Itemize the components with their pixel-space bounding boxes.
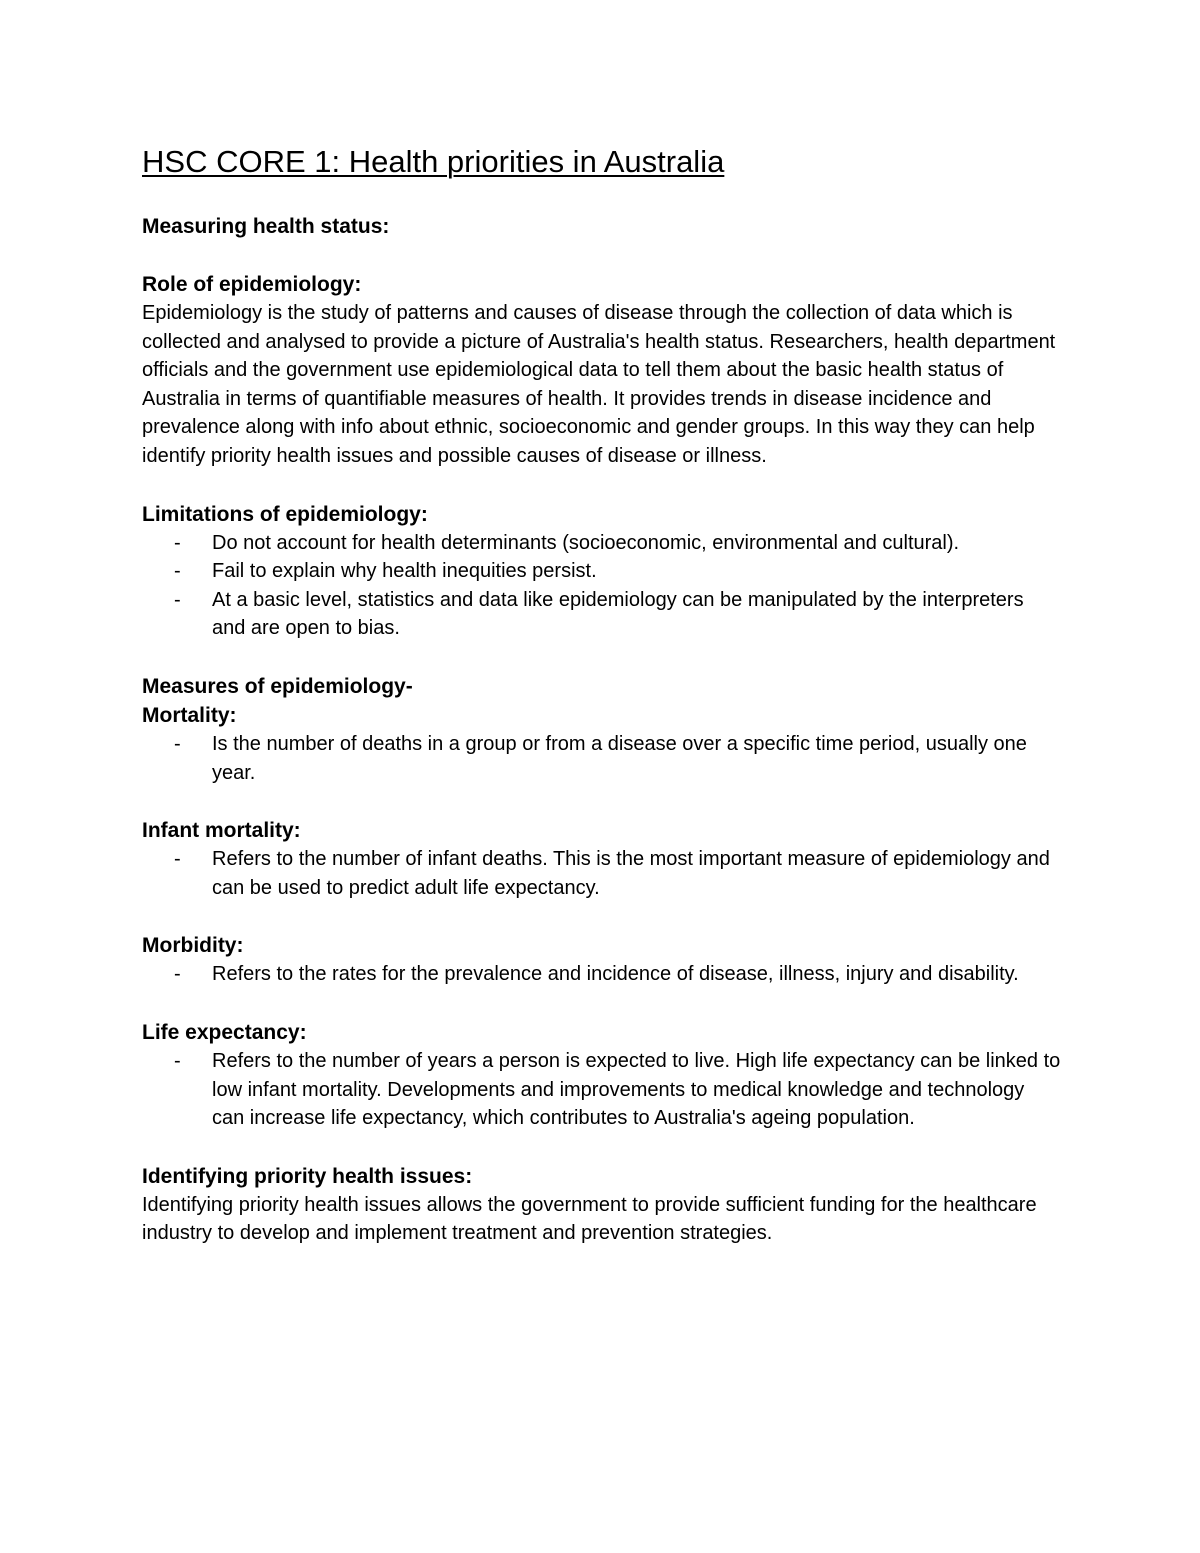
list-item-text: Fail to explain why health inequities persist. <box>212 560 597 583</box>
limitations-list <box>142 529 1062 643</box>
list-item <box>142 960 1062 989</box>
list-item <box>142 1047 1062 1133</box>
priority-paragraph: Identifying priority health issues allows the government to provide sufficient funding for the healthcare industry to develop and implement treatment and prevention strategies. <box>142 1193 1037 1245</box>
list-item-text: Refers to the number of infant deaths. This is the most important measure of epidemiology and can be used to predict adult life expectancy. <box>212 848 1050 899</box>
morbidity-heading: Morbidity: <box>142 934 244 958</box>
life-expectancy-heading: Life expectancy: <box>142 1020 307 1044</box>
morbidity-list <box>142 960 1062 989</box>
list-item-text: Is the number of deaths in a group or from a disease over a specific time period, usually one year. <box>212 732 1027 784</box>
mortality-heading: Mortality: <box>142 703 237 727</box>
priority-heading: Identifying priority health issues: <box>142 1164 473 1188</box>
list-item-text: Refers to the rates for the prevalence and incidence of disease, illness, injury and disability. <box>212 963 1019 986</box>
dash-bullet: - <box>174 588 181 611</box>
life-expectancy-list <box>142 1047 1062 1133</box>
infant-mortality-heading: Infant mortality: <box>142 819 301 843</box>
measures-heading: Measures of epidemiology- <box>142 674 413 698</box>
list-item <box>142 529 1062 558</box>
dash-bullet: - <box>174 560 181 583</box>
list-item <box>142 586 1062 643</box>
role-paragraph: Epidemiology is the study of patterns and causes of disease through the collection of data which is collected and analysed to provide a picture of Australia's health status. Researchers, health department officials and the government use epidemiological data to tell them about the basic health status of Australia in terms of quantifiable measures of health. It provides trends in disease incidence and prevalence along with info about ethnic, socioeconomic and gender groups. In this way they can help identify priority health issues and possible causes of disease or illness. <box>142 302 1056 467</box>
document-title: HSC CORE 1: Health priorities in Australia <box>142 144 725 179</box>
dash-bullet: - <box>174 848 181 871</box>
limitations-heading: Limitations of epidemiology: <box>142 502 428 526</box>
measuring-heading: Measuring health status: <box>142 215 390 238</box>
document-page <box>142 138 1062 1248</box>
list-item-text: Do not account for health determinants (socioeconomic, environmental and cultural). <box>212 531 960 554</box>
dash-bullet: - <box>174 732 181 755</box>
dash-bullet: - <box>174 963 181 986</box>
infant-mortality-list <box>142 845 1062 902</box>
role-heading: Role of epidemiology: <box>142 273 362 296</box>
dash-bullet: - <box>174 531 181 554</box>
list-item <box>142 845 1062 902</box>
list-item <box>142 557 1062 586</box>
dash-bullet: - <box>174 1049 181 1072</box>
list-item-text: Refers to the number of years a person is expected to live. High life expectancy can be linked to low infant mortality. Developments and improvements to medical knowledge and technology can increase life expectancy, which contributes to Australia's ageing population. <box>212 1049 1061 1130</box>
mortality-list <box>142 730 1062 787</box>
list-item-text: At a basic level, statistics and data like epidemiology can be manipulated by the interpreters and are open to bias. <box>212 588 1024 640</box>
list-item <box>142 730 1062 787</box>
